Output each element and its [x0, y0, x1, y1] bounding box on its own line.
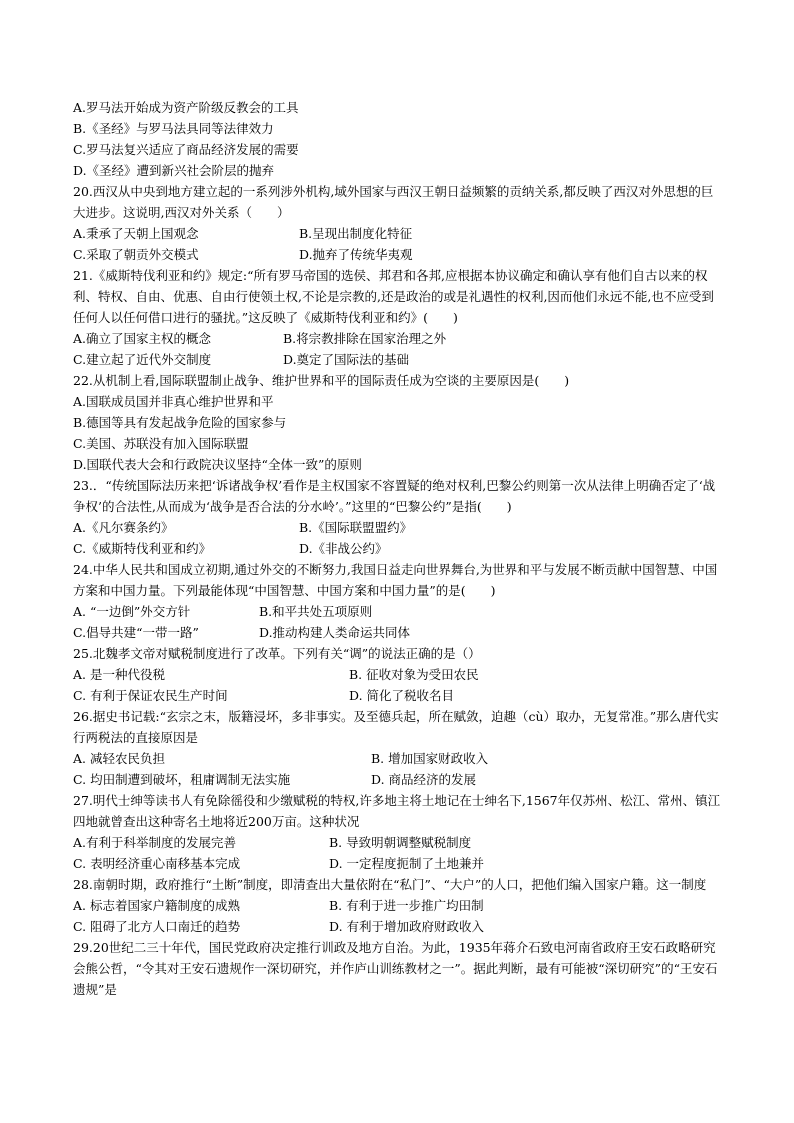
q19-option-a: A.罗马法开始成为资产阶级反教会的工具	[73, 100, 299, 115]
q25-stem: 25.北魏孝文帝对赋税制度进行了改革。下列有关“调”的说法正确的是（）	[73, 646, 481, 661]
q20-options-row2	[73, 244, 723, 265]
q25-option-d: D. 简化了税收名目	[349, 688, 455, 703]
q24-options-row1	[73, 601, 723, 622]
q27-options-row2	[73, 853, 723, 874]
q19-option-d: D.《圣经》遭到新兴社会阶层的抛弃	[73, 163, 275, 178]
q23-options-row1	[73, 517, 723, 538]
q20-option-a: A.秉承了天朝上国观念	[73, 226, 199, 241]
q24-option-a: A. “一边倒”外交方针	[73, 604, 191, 619]
q26-options-row2	[73, 769, 723, 790]
q21-option-b: B.将宗教排除在国家治理之外	[283, 331, 447, 346]
q26-option-d: D. 商品经济的发展	[371, 772, 477, 787]
q25-options-row2	[73, 685, 723, 706]
q28-options-row1	[73, 895, 723, 916]
q28-option-b: B. 有利于进一步推广均田制	[329, 898, 484, 913]
q21-option-a: A.确立了国家主权的概念	[73, 331, 212, 346]
q27-option-a: A.有利于科举制度的发展完善	[73, 835, 237, 850]
question-list	[73, 97, 723, 1000]
q27-stem: 27.明代士绅等读书人有免除徭役和少缴赋税的特权,许多地主将土地记在士绅名下,1567年仅苏州、松江、常州、镇江四地就曾查出这种寄名土地将近200万亩。这种状况	[73, 793, 721, 829]
q21-stem: 21.《威斯特伐利亚和约》规定:“所有罗马帝国的选侯、邦君和各邦,应根据本协议确定和确认享有他们自古以来的权利、特权、自由、优惠、自由行使领土权,不论是宗教的,还是政治的或是礼遇性的权利,因而他们永远不能,也不应受到任何人以任何借口进行的骚扰。”这反映了《威斯特伐利亚和约》( )	[73, 268, 714, 325]
q26-stem: 26.据史书记载:“玄宗之末，版籍浸坏，多非事实。及至德兵起，所在赋敛，迫趣（cù）取办，无复常准。”那么唐代实行两税法的直接原因是	[73, 709, 719, 745]
q20-stem: 20.西汉从中央到地方建立起的一系列涉外机构,域外国家与西汉王朝日益频繁的贡纳关系,都反映了西汉对外思想的巨大进步。这说明,西汉对外关系（ ）	[73, 184, 714, 220]
q21-option-c: C.建立起了近代外交制度	[73, 352, 212, 367]
q22-option-b: B.德国等具有发起战争危险的国家参与	[73, 415, 287, 430]
q21-options-row2	[73, 349, 723, 370]
q25-option-a: A. 是一种代役税	[73, 667, 165, 682]
q28-option-c: C. 阻碍了北方人口南迁的趋势	[73, 919, 241, 934]
q26-option-b: B. 增加国家财政收入	[371, 751, 489, 766]
q19-option-b: B.《圣经》与罗马法具同等法律效力	[73, 121, 274, 136]
q23-stem: 23.．“传统国际法历来把‘诉诸战争权’看作是主权国家不容置疑的绝对权利,巴黎公约则第一次从法律上明确否定了‘战争权’的合法性,从而成为‘战争是否合法的分水岭’。”这里的“巴黎公约”是指( )	[73, 478, 716, 514]
q20-option-d: D.抛弃了传统华夷观	[299, 247, 413, 262]
q24-options-row2	[73, 622, 723, 643]
q27-options-row1	[73, 832, 723, 853]
q26-option-c: C. 均田制遭到破坏，租庸调制无法实施	[73, 772, 291, 787]
q23-option-b: B.《国际联盟盟约》	[299, 520, 413, 535]
q22-option-d: D.国联代表大会和行政院决议坚持“全体一致”的原则	[73, 457, 362, 472]
q21-option-d: D.奠定了国际法的基础	[283, 352, 410, 367]
q20-option-c: C.采取了朝贡外交模式	[73, 247, 199, 262]
q19-option-c: C.罗马法复兴适应了商品经济发展的需要	[73, 142, 299, 157]
q28-option-d: D. 有利于增加政府财政收入	[329, 919, 485, 934]
q28-option-a: A. 标志着国家户籍制度的成熟	[73, 898, 240, 913]
q27-option-c: C. 表明经济重心南移基本完成	[73, 856, 241, 871]
q29-stem: 29.20世纪二三十年代，国民党政府决定推行训政及地方自治。为此，1935年蒋介石致电河南省政府王安石政略研究会熊公哲，“令其对王安石遗规作一深切研究，并作庐山训练教材之一”。据此判断，最有可能被“深切研究”的“王安石遗规”是	[73, 940, 718, 997]
q27-option-d: D. 一定程度扼制了土地兼并	[329, 856, 485, 871]
q23-options-row2	[73, 538, 723, 559]
q28-stem: 28.南朝时期，政府推行“土断”制度，即清查出大量依附在“私门”、“大户”的人口，把他们编入国家户籍。这一制度	[73, 877, 707, 892]
q23-option-c: C.《威斯特伐利亚和约》	[73, 541, 212, 556]
q22-stem: 22.从机制上看,国际联盟制止战争、维护世界和平的国际责任成为空谈的主要原因是( )	[73, 373, 570, 388]
q22-option-c: C.美国、苏联没有加入国际联盟	[73, 436, 249, 451]
q26-option-a: A. 减轻农民负担	[73, 751, 165, 766]
q28-options-row2	[73, 916, 723, 937]
q20-option-b: B.呈现出制度化特征	[299, 226, 413, 241]
q25-options-row1	[73, 664, 723, 685]
q24-option-c: C.倡导共建“一带一路”	[73, 625, 199, 640]
q27-option-b: B. 导致明朝调整赋税制度	[329, 835, 472, 850]
q24-option-d: D.推动构建人类命运共同体	[259, 625, 411, 640]
q24-option-b: B.和平共处五项原则	[259, 604, 373, 619]
q20-options-row1	[73, 223, 723, 244]
q23-option-d: D.《非战公约》	[299, 541, 388, 556]
q25-option-b: B. 征收对象为受田农民	[349, 667, 479, 682]
q26-options-row1	[73, 748, 723, 769]
q22-option-a: A.国联成员国并非真心维护世界和平	[73, 394, 274, 409]
q23-option-a: A.《凡尔赛条约》	[73, 520, 174, 535]
q25-option-c: C. 有利于保证农民生产时间	[73, 688, 228, 703]
q21-options-row1	[73, 328, 723, 349]
q24-stem: 24.中华人民共和国成立初期,通过外交的不断努力,我国日益走向世界舞台,为世界和平与发展不断贡献中国智慧、中国方案和中国力量。下列最能体现“中国智慧、中国方案和中国力量”的是( )	[73, 562, 718, 598]
